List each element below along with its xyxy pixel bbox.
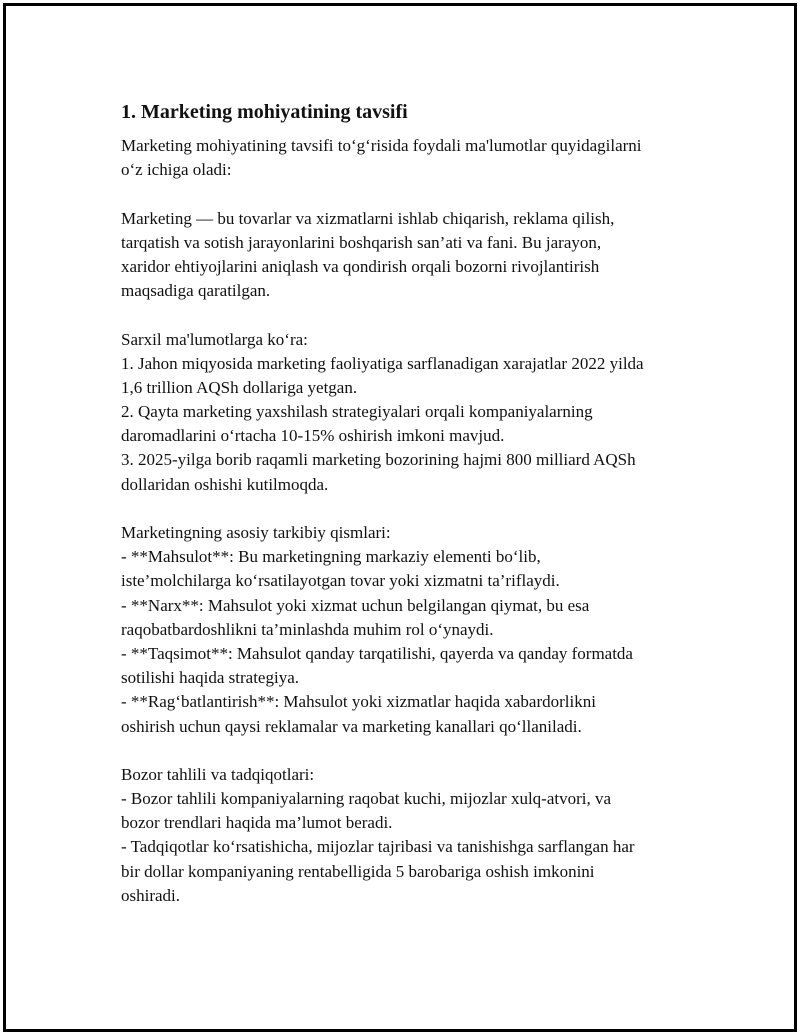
text-line: Marketing mohiyatining tavsifi to‘g‘risida foydali ma'lumotlar quyidagilarni (121, 136, 642, 155)
list-item: dollaridan oshishi kutilmoqda. (121, 474, 329, 494)
list-item: 3. 2025-yilga borib raqamli marketing bozorining hajmi 800 milliard AQSh (121, 450, 636, 470)
list-item: 1,6 trillion AQSh dollariga yetgan. (121, 377, 358, 397)
paragraph-gap (121, 497, 701, 521)
list-item: - **Mahsulot**: Bu marketingning markaziy elementi bo‘lib, (121, 547, 541, 567)
list-item: 2. Qayta marketing yaxshilash strategiyalari orqali kompaniyalarning (121, 402, 593, 422)
text-line: Marketing — bu tovarlar va xizmatlarni ishlab chiqarish, reklama qilish, (121, 208, 615, 228)
list-item: sotilishi haqida strategiya. (121, 668, 299, 688)
list-item: - Bozor tahlili kompaniyalarning raqobat kuchi, mijozlar xulq-atvori, va (121, 789, 612, 809)
list-title: Bozor tahlili va tadqiqotlari: (121, 764, 315, 784)
list-item: oshirish uchun qaysi reklamalar va marketing kanallari qo‘llaniladi. (121, 716, 582, 736)
paragraph-gap (121, 739, 701, 763)
list-item: daromadlarini o‘rtacha 10-15% oshirish imkoni mavjud. (121, 426, 505, 446)
list-title: Sarxil ma'lumotlarga ko‘ra: (121, 329, 308, 349)
list-item: 1. Jahon miqyosida marketing faoliyatiga sarflanadigan xarajatlar 2022 yilda (121, 353, 644, 373)
paragraph-gap (121, 303, 701, 327)
list-item: iste’molchilarga ko‘rsatilayotgan tovar yoki xizmatni ta’riflaydi. (121, 571, 560, 591)
list-item: - **Taqsimot**: Mahsulot qanday tarqatilishi, qayerda va qanday formatda (121, 643, 633, 663)
list-item: raqobatbardoshlikni ta’minlashda muhim rol o‘ynaydi. (121, 619, 494, 639)
list-item: oshiradi. (121, 885, 181, 905)
section-heading: 1. Marketing mohiyatining tavsifi (121, 101, 408, 123)
list-item: - **Narx**: Mahsulot yoki xizmat uchun belgilangan qiymat, bu esa (121, 595, 590, 615)
text-line: o‘z ichiga oladi: (121, 160, 232, 180)
text-line: maqsadiga qaratilgan. (121, 281, 271, 301)
list-item: - **Rag‘batlantirish**: Mahsulot yoki xizmatlar haqida xabardorlikni (121, 692, 596, 712)
facts-list (121, 328, 701, 497)
list-title: Marketingning asosiy tarkibiy qismlari: (121, 523, 391, 542)
components-list (121, 521, 701, 739)
analysis-list (121, 763, 701, 908)
list-item: bozor trendlari haqida ma’lumot beradi. (121, 813, 393, 833)
text-line: tarqatish va sotish jarayonlarini boshqarish san’ati va fani. Bu jarayon, (121, 232, 602, 252)
list-item: - Tadqiqotlar ko‘rsatishicha, mijozlar tajribasi va tanishishga sarflangan har (121, 837, 635, 857)
paragraph-gap (121, 182, 701, 206)
list-item: bir dollar kompaniyaning rentabelligida 5 barobariga oshish imkonini (121, 861, 595, 881)
intro-paragraph (121, 134, 701, 182)
definition-paragraph (121, 207, 701, 304)
page-frame (3, 3, 797, 1032)
text-line: xaridor ehtiyojlarini aniqlash va qondirish orqali bozorni rivojlantirish (121, 256, 600, 276)
document-body (121, 98, 701, 908)
